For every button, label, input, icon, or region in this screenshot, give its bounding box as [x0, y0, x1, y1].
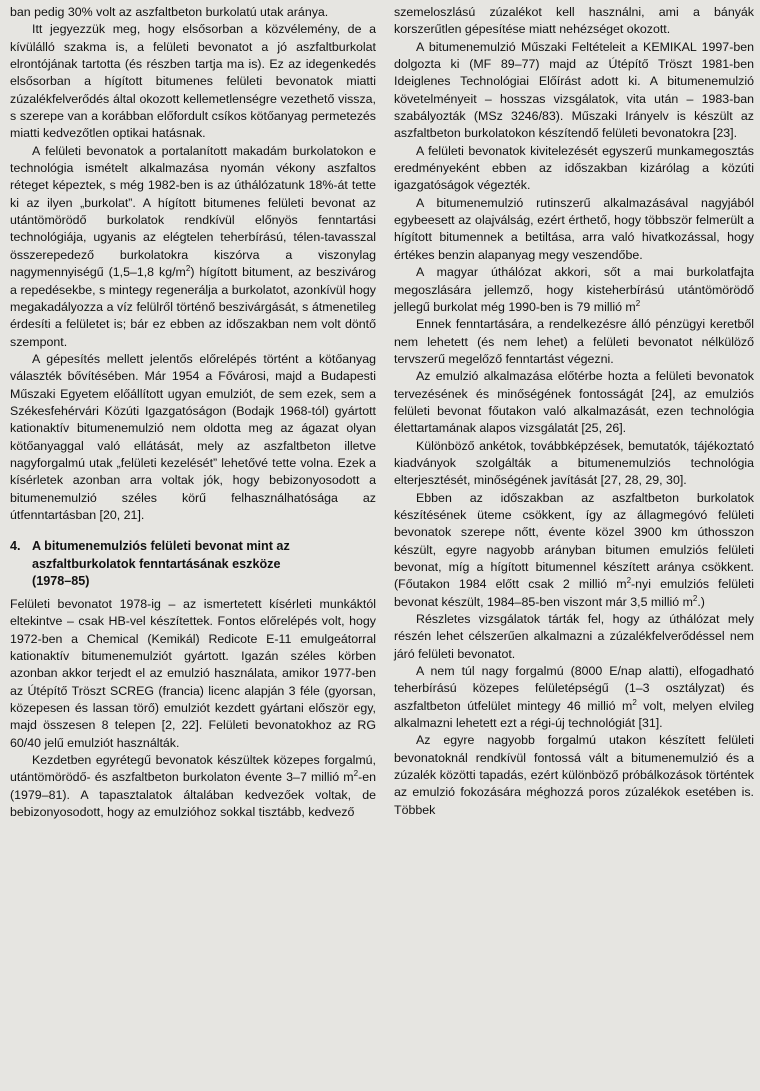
- left-column: [10, 4, 376, 821]
- paragraph: Felületi bevonatot 1978-ig – az ismertetett kísérleti munkáktól eltekintve – csak HB-vel készítettek. Fontos előrelépés volt, hogy 1972-ben a Chemical (Kemikál) Redicote E-11 emulgeátorral kationaktív bitumenemulziót gyártott. Igazán széles körben azonban akkor terjedt el az emulzió használata, amikor 1977-ben az Útépítő Tröszt SCREG (francia) licenc alapján 3 féle (gyorsan, közepesen és lassan törő) emulziót kezdett gyártani először egy, majd összesen 8 telepen [2, 22]. Felületi bevonatokhoz az RG 60/40 jelű emulziót használták.: [10, 596, 376, 750]
- paragraph: [10, 143, 376, 351]
- paragraph: ban pedig 30% volt az aszfaltbeton burkolatú utak aránya.: [10, 5, 329, 19]
- paragraph: Az egyre nagyobb forgalmú utakon készített felületi bevonatoknál rendkívül fontossá vált a bitumenemulzió és a zúzalék közötti tapadás, ezért különböző próbálkozások történtek az emulzió fokozására méghozzá poros zúzalékok esetében is. Többek: [394, 733, 754, 817]
- section-heading: [10, 538, 376, 590]
- superscript: 2: [632, 697, 637, 707]
- text-run: .): [697, 594, 705, 609]
- text-run: Ebben az időszakban az aszfaltbeton burkolatok készítésének üteme csökkent, így az állagmegóvó felületi bevonatok szerepe nőtt, évente közel 3900 km úthosszon készült, egyre nagyobb arányban bitumen emulziós felületi bevonat, míg a hígított bitumennel készített aránya csökkent. (Főutakon 1984 előtt csak 2 millió m: [394, 490, 754, 592]
- text-run: ) hígított bitument, az beszivárog a repedésekbe, s mintegy regenerálja a burkolatot, azonkívül hogy megakadályozza a víz felülről történő beszivárgását, s átmenetileg érdesíti a felületet is; bár ez ebben az időszakban nem volt döntő szempont.: [10, 265, 376, 349]
- text-run: A magyar úthálózat akkori, sőt a mai burkolatfajta megoszlására jellemző, hogy kisteherbírású utántömörödő jellegű burkolat még 1990-ben is 79 millió m: [394, 265, 754, 314]
- section-number: 4.: [10, 539, 21, 554]
- text-run: -nyi emulziós felületi bevonat készült, 1984–85-ben viszont már 3,5 millió m: [394, 577, 754, 609]
- paragraph: [394, 663, 754, 732]
- superscript: 2: [692, 593, 698, 603]
- paragraph: Az emulzió alkalmazása előtérbe hozta a felületi bevonatok tervezésének és minőségének fontosságát [24], az emulziós felületi bevonat főutakon való alkalmazását, ezen technológia élettartamának alapos vizsgálatát [25, 26].: [394, 369, 754, 436]
- paragraph: [394, 490, 754, 611]
- superscript: 2: [626, 576, 632, 586]
- heading-line: aszfaltburkolatok fenntartásának eszköze: [32, 556, 281, 571]
- text-run: -en (1979–81). A tapasztalatok általában kedvezőek voltak, de bebizonyosodott, hogy az emulzióhoz sokkal tisztább, kedvező: [10, 770, 376, 820]
- paragraph: [394, 264, 754, 316]
- paragraph: A bitumenemulzió rutinszerű alkalmazásával nagyjából egybeesett az olajválság, ezért érthető, hogy többször felmerült a hígított bitumennek a betiltása, arra való hivatkozással, hogy értékes benzin alapanyag megy veszendőbe.: [394, 195, 754, 262]
- paragraph: szemeloszlású zúzalékot kell használni, ami a bányák korszerűtlen gépesítése miatt nehézséget okozott.: [394, 5, 754, 37]
- paragraph: Itt jegyezzük meg, hogy elsősorban a közvélemény, de a kívülálló szakma is, a felületi bevonatot a jó aszfaltburkolat elrontójának tartotta (és részben tartja ma is). Ez az idegenkedés elsősorban a hígított bitumenes felületi bevonatok miatti zúzalékfelverődés által okozott kellemetlenségre vezethető vissza, s szerepe van a korábban előfordult csíkos kötőanyag permetezés miatti kedvezőtlen optikai hatásnak.: [10, 22, 376, 141]
- heading-text: A bitumenemulziós felületi bevonat mint az: [32, 539, 290, 554]
- paragraph: A felületi bevonatok kivitelezését egyszerű munkamegosztás eredményeként ebben az időszakban kizárólag a közúti igazgatóságok végezték.: [394, 143, 754, 193]
- superscript: 2: [353, 769, 359, 779]
- paragraph: [10, 752, 376, 821]
- right-column: [394, 4, 754, 819]
- paragraph: Ennek fenntartására, a rendelkezésre álló pénzügyi keretből nem lehetett (és nem lehet) a felületi bevonatot nélkülöző tervszerű megelőző fenntartást végezni.: [394, 317, 754, 366]
- heading-line: (1978–85): [32, 573, 90, 588]
- superscript: 2: [185, 264, 191, 274]
- text-run: Kezdetben egyrétegű bevonatok készültek közepes forgalmú, utántömörödő- és aszfaltbeton burkolaton évente 3–7 millió m: [10, 753, 376, 785]
- superscript: 2: [635, 298, 641, 308]
- paragraph: Részletes vizsgálatok tárták fel, hogy az úthálózat mely részén lehet célszerűen alkalmazni a zúzalékfelverődéssel nem járó felületi bevonatot.: [394, 612, 754, 661]
- paragraph: Különböző ankétok, továbbképzések, bemutatók, tájékoztató kiadványok szolgálták a bitumenemulziós technológia elterjesztését, minőségének javítását [27, 28, 29, 30].: [394, 438, 754, 488]
- text-run: A nem túl nagy forgalmú (8000 E/nap alatti), elfogadható teherbírású közepes felületépségű (1–3 osztályzat) és aszfaltbeton útfelület mintegy 46 millió m: [394, 664, 754, 713]
- text-run: A felületi bevonatok a portalanított makadám burkolatokon e technológia ismételt alkalmazása nyomán vékony aszfaltos réteget képeztek, s még 1982-ben is az úthálózatunk 18%-át tette ki az ilyen „burkolat”. A hígított bitumenes felületi bevonat az utántömörödő burkolatok rendkívül előnyös fenntartási technológiája, ugyanis az elégtelen teherbírású, télen-tavasszal összerepedező burkolatokra kiszórva a viszonylag nagymennyiségű (1,5–1,8 kg/m: [10, 143, 376, 280]
- heading-line: [10, 538, 376, 555]
- paragraph: A gépesítés mellett jelentős előrelépés történt a kötőanyag választék bővítésében. Már 1954 a Fővárosi, majd a Budapesti Műszaki Egyetem előállított ugyan emulziót, de sem ezek, sem a Székesfehérvári Közúti Igazgatóságon (Bodajk 1968-tól) gyártott kationaktív bitumenemulzió nem oldotta meg az ágazat olyan kötőanyaggal való ellátását, mely az aszfaltbeton illetve nagyforgalmú utak „felületi kezelését” lehetővé tette volna. Ezek a kísérletek azonban arra voltak jók, hogy bebizonyosodott a bitumenemulzió széles körű felhasználhatósága az útfenntartásban [20, 21].: [10, 351, 376, 522]
- text-run: volt, melyen elvileg alkalmazni lehetett ezt a régi-új technológiát [31].: [394, 698, 755, 731]
- paragraph: A bitumenemulzió Műszaki Feltételeit a KEMIKAL 1997-ben dolgozta ki (MF 89–77) majd az Útépítő Tröszt 1981-ben Ideiglenes Technológiai Előírást adott ki. A bitumenemulzió követelményeit – hosszas vizsgálatok, vita után – 1983-ban szabályozták (MSz 3246/83). Műszaki Irányelv is készült az aszfaltbeton burkolatokon készítendő felületi bevonatokra [23].: [394, 39, 754, 141]
